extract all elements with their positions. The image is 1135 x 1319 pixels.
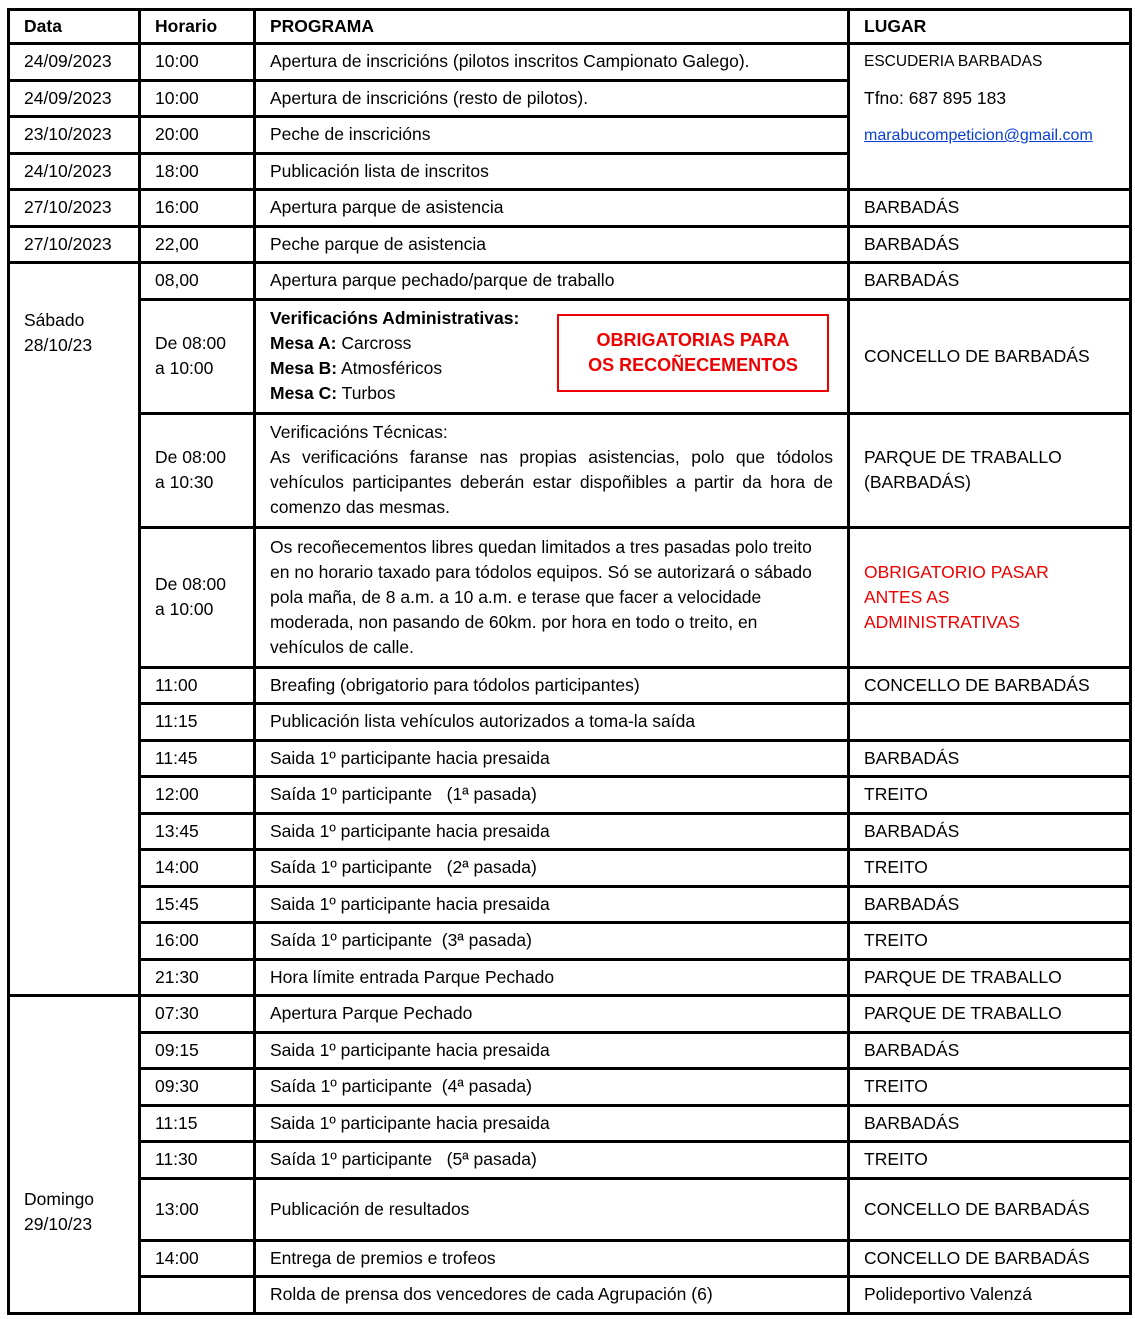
header-place: LUGAR: [849, 10, 1131, 44]
table-row: [9, 190, 1131, 227]
time-cell: 11:45: [140, 740, 255, 777]
time-cell: [140, 299, 255, 413]
time-cell: 11:15: [140, 1105, 255, 1142]
place-cell: TREITO: [849, 850, 1131, 887]
saturday-day-cell: [9, 263, 140, 996]
date-cell: 23/10/2023: [9, 117, 140, 154]
table-row: [9, 886, 1131, 923]
time-cell: [140, 1277, 255, 1314]
day-date: 28/10/23: [24, 335, 93, 355]
date-cell: 24/09/2023: [9, 80, 140, 117]
program-cell: Saida 1º participante hacia presaida: [255, 740, 849, 777]
program-cell: Saida 1º participante hacia presaida: [255, 813, 849, 850]
day-date: 29/10/23: [24, 1214, 93, 1234]
date-cell: 24/10/2023: [9, 153, 140, 190]
table-row: [9, 777, 1131, 814]
time-from: De 08:00: [155, 447, 227, 467]
program-cell: Saída 1º participante (2ª pasada): [255, 850, 849, 887]
mesa-a: Mesa A: Carcross: [270, 333, 412, 353]
table-row: [9, 1240, 1131, 1277]
table-row: [9, 667, 1131, 704]
email-link[interactable]: marabucompeticion@gmail.com: [864, 127, 1093, 144]
time-cell: 13:00: [140, 1178, 255, 1240]
sunday-day-cell: [9, 996, 140, 1314]
place-cell: BARBADÁS: [849, 263, 1131, 300]
time-cell: 11:00: [140, 667, 255, 704]
time-cell: 15:45: [140, 886, 255, 923]
program-cell: Breafing (obrigatorio para tódolos participantes): [255, 667, 849, 704]
place-cell: PARQUE DE TRABALLO: [849, 996, 1131, 1033]
time-cell: 09:30: [140, 1069, 255, 1106]
admin-title: Verificacións Administrativas:: [270, 308, 520, 328]
place-cell: CONCELLO DE BARBADÁS: [849, 1178, 1131, 1240]
table-row: [9, 263, 1131, 300]
club-name: ESCUDERIA BARBADAS: [864, 53, 1043, 70]
time-cell: [140, 527, 255, 667]
header-program: PROGRAMA: [255, 10, 849, 44]
program-cell: Entrega de premios e trofeos: [255, 1240, 849, 1277]
table-row: [9, 44, 1131, 81]
time-cell: [140, 413, 255, 527]
program-cell: Apertura de inscricións (resto de pilotos).: [255, 80, 849, 117]
table-row: [9, 740, 1131, 777]
table-row: [9, 959, 1131, 996]
reconnaissance-row: [9, 527, 1131, 667]
place-cell: PARQUE DE TRABALLO (BARBADÁS): [849, 413, 1131, 527]
time-cell: 07:30: [140, 996, 255, 1033]
time-cell: 16:00: [140, 190, 255, 227]
program-cell: Saida 1º participante hacia presaida: [255, 1032, 849, 1069]
time-cell: 20:00: [140, 117, 255, 154]
time-from: De 08:00: [155, 333, 227, 353]
place-cell: BARBADÁS: [849, 740, 1131, 777]
date-cell: 27/10/2023: [9, 190, 140, 227]
program-cell: Publicación lista de inscritos: [255, 153, 849, 190]
schedule-table: [7, 8, 1132, 1315]
place-cell: TREITO: [849, 923, 1131, 960]
day-name: Domingo: [24, 1189, 95, 1209]
program-cell: Peche parque de asistencia: [255, 226, 849, 263]
program-cell: Saída 1º participante (1ª pasada): [255, 777, 849, 814]
program-cell: Apertura de inscricións (pilotos inscritos Campionato Galego).: [255, 44, 849, 81]
table-row: [9, 1277, 1131, 1314]
time-cell: 08,00: [140, 263, 255, 300]
mesa-b: Mesa B: Atmosféricos: [270, 358, 443, 378]
time-from: De 08:00: [155, 574, 227, 594]
time-cell: 11:15: [140, 704, 255, 741]
tech-text: As verificacións faranse nas propias asistencias, polo que tódolos vehículos participantes deberán estar dispoñibles a partir da hora de comenzo das mesmas.: [270, 447, 833, 517]
program-cell: Os recoñecementos libres quedan limitados a tres pasadas polo treito en no horario taxado para tódolos equipos. Só se autorizará o sábado pola maña, de 8 a.m. a 10 a.m. e terase que facer a velocidade moderada, non pasando de 60km. por hora en todo o treito, en vehículos de calle.: [255, 527, 849, 667]
program-cell: Apertura parque pechado/parque de traballo: [255, 263, 849, 300]
time-cell: 12:00: [140, 777, 255, 814]
time-to: a 10:30: [155, 472, 214, 492]
place-cell: BARBADÁS: [849, 190, 1131, 227]
place-cell: [849, 704, 1131, 741]
program-cell: Saída 1º participante (4ª pasada): [255, 1069, 849, 1106]
day-name: Sábado: [24, 310, 85, 330]
place-cell-warning: OBRIGATORIO PASAR ANTES AS ADMINISTRATIVAS: [849, 527, 1131, 667]
place-cell: BARBADÁS: [849, 1032, 1131, 1069]
table-row: [9, 850, 1131, 887]
program-cell: Saída 1º participante (3ª pasada): [255, 923, 849, 960]
program-cell: Apertura Parque Pechado: [255, 996, 849, 1033]
time-cell: 10:00: [140, 80, 255, 117]
program-cell: [255, 413, 849, 527]
table-row: [9, 923, 1131, 960]
table-row: [9, 1105, 1131, 1142]
time-to: a 10:00: [155, 358, 214, 378]
table-row: [9, 1069, 1131, 1106]
time-cell: 18:00: [140, 153, 255, 190]
time-cell: 09:15: [140, 1032, 255, 1069]
tech-verification-row: [9, 413, 1131, 527]
table-row: [9, 1142, 1131, 1179]
date-cell: 27/10/2023: [9, 226, 140, 263]
time-to: a 10:00: [155, 599, 214, 619]
place-cell: BARBADÁS: [849, 813, 1131, 850]
phone-number: Tfno: 687 895 183: [864, 88, 1007, 108]
place-cell: TREITO: [849, 1069, 1131, 1106]
header-time: Horario: [140, 10, 255, 44]
place-cell: TREITO: [849, 1142, 1131, 1179]
place-cell: CONCELLO DE BARBADÁS: [849, 667, 1131, 704]
time-cell: 10:00: [140, 44, 255, 81]
mandatory-warning-box: OBRIGATORIAS PARA OS RECOÑECEMENTOS: [557, 314, 829, 392]
table-row: [9, 1178, 1131, 1240]
table-row: [9, 226, 1131, 263]
mesa-c: Mesa C: Turbos: [270, 383, 396, 403]
admin-verification-row: [9, 299, 1131, 413]
time-cell: 16:00: [140, 923, 255, 960]
place-cell: BARBADÁS: [849, 226, 1131, 263]
program-cell: Publicación lista vehículos autorizados a toma-la saída: [255, 704, 849, 741]
place-cell: PARQUE DE TRABALLO: [849, 959, 1131, 996]
time-cell: 22,00: [140, 226, 255, 263]
time-cell: 21:30: [140, 959, 255, 996]
time-cell: 14:00: [140, 1240, 255, 1277]
place-cell: CONCELLO DE BARBADÁS: [849, 1240, 1131, 1277]
place-cell: BARBADÁS: [849, 1105, 1131, 1142]
table-row: [9, 1032, 1131, 1069]
header-row: [9, 10, 1131, 44]
program-cell: Rolda de prensa dos vencedores de cada Agrupación (6): [255, 1277, 849, 1314]
date-cell: 24/09/2023: [9, 44, 140, 81]
time-cell: 11:30: [140, 1142, 255, 1179]
header-date: Data: [9, 10, 140, 44]
table-row: [9, 813, 1131, 850]
table-row: [9, 704, 1131, 741]
table-row: [9, 996, 1131, 1033]
place-cell: BARBADÁS: [849, 886, 1131, 923]
program-cell: Hora límite entrada Parque Pechado: [255, 959, 849, 996]
place-cell: CONCELLO DE BARBADÁS: [849, 299, 1131, 413]
program-cell: [255, 299, 849, 413]
program-cell: Apertura parque de asistencia: [255, 190, 849, 227]
program-cell: Peche de inscricións: [255, 117, 849, 154]
place-cell: Polideportivo Valenzá: [849, 1277, 1131, 1314]
program-cell: Publicación de resultados: [255, 1178, 849, 1240]
time-cell: 13:45: [140, 813, 255, 850]
place-cell: TREITO: [849, 777, 1131, 814]
program-cell: Saída 1º participante (5ª pasada): [255, 1142, 849, 1179]
program-cell: Saida 1º participante hacia presaida: [255, 886, 849, 923]
time-cell: 14:00: [140, 850, 255, 887]
tech-title: Verificacións Técnicas:: [270, 422, 448, 442]
contact-cell: [849, 44, 1131, 190]
program-cell: Saida 1º participante hacia presaida: [255, 1105, 849, 1142]
